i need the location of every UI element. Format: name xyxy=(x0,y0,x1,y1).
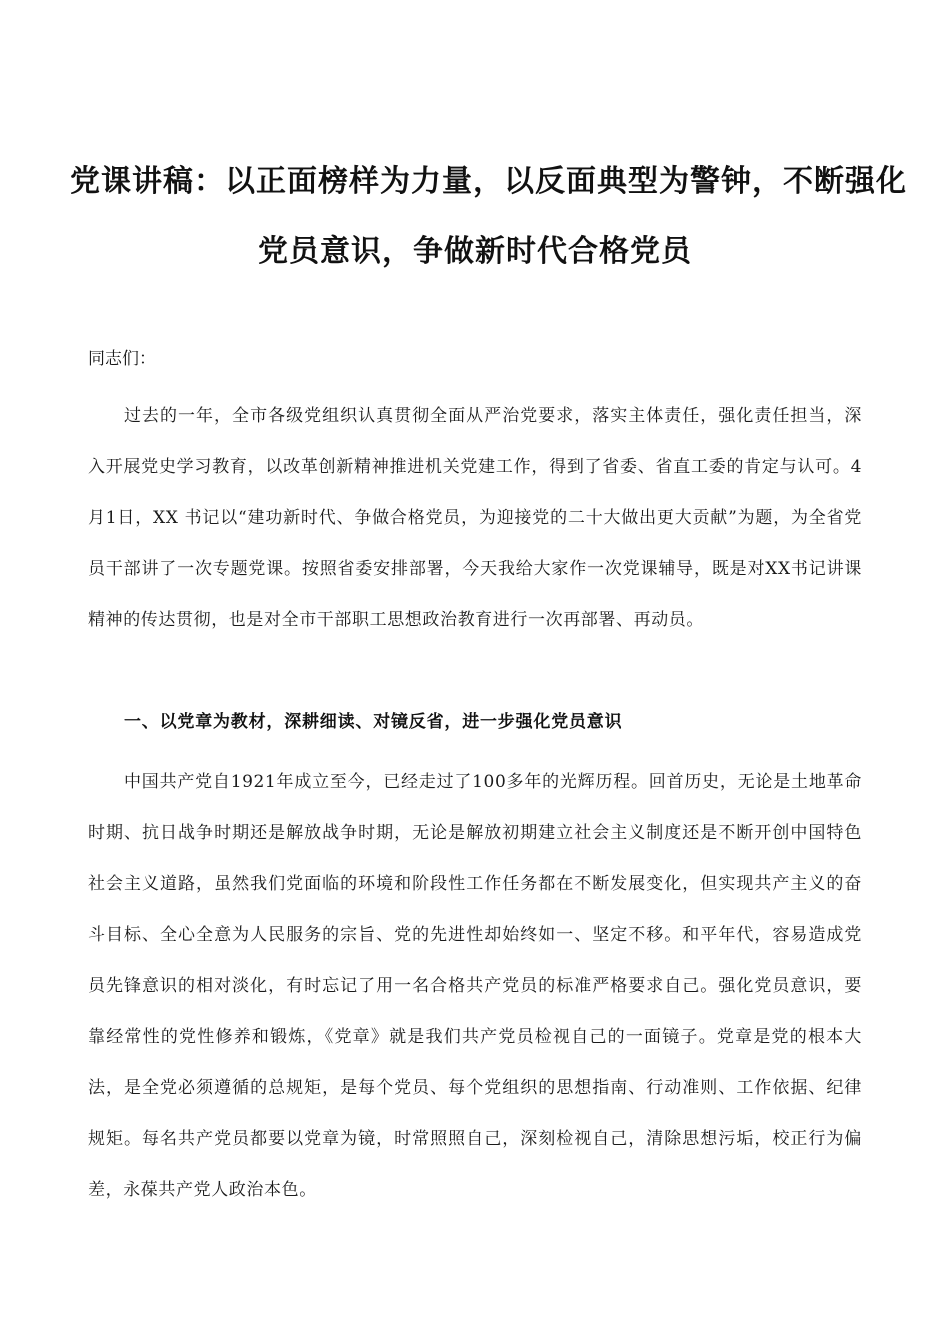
greeting: 同志们： xyxy=(88,349,156,369)
paragraph-intro: 过去的一年，全市各级党组织认真贯彻全面从严治党要求，落实主体责任，强化责任担当，深入开展党史学习教育，以改革创新精神推进机关党建工作，得到了省委、省直工委的肯定与认可。4月1日，XX 书记以“建功新时代、争做合格党员，为迎接党的二十大做出更大贡献”为题，为全省党员干部讲了一次专题党课。按照省委安排部署，今天我给大家作一次党课辅导，既是对XX书记讲课精神的传达贯彻，也是对全市干部职工思想政治教育进行一次再部署、再动员。 xyxy=(88,406,862,630)
document-title-line-2: 党员意识，争做新时代合格党员 xyxy=(258,234,692,269)
section-heading-1: 一、以党章为教材，深耕细读、对镜反省，进一步强化党员意识 xyxy=(124,712,623,732)
document-title-line-1: 党课讲稿：以正面榜样为力量，以反面典型为警钟，不断强化 xyxy=(70,164,907,199)
paragraph-section-1: 中国共产党自1921年成立至今，已经走过了100多年的光辉历程。回首历史，无论是土地革命时期、抗日战争时期还是解放战争时期，无论是解放初期建立社会主义制度还是不断开创中国特色社会主义道路，虽然我们党面临的环境和阶段性工作任务都在不断发展变化，但实现共产主义的奋斗目标、全心全意为人民服务的宗旨、党的先进性却始终如一、坚定不移。和平年代，容易造成党员先锋意识的相对淡化，有时忘记了用一名合格共产党员的标准严格要求自己。强化党员意识，要靠经常性的党性修养和锻炼，《党章》就是我们共产党员检视自己的一面镜子。党章是党的根本大法，是全党必须遵循的总规矩，是每个党员、每个党组织的思想指南、行动准则、工作依据、纪律规矩。每名共产党员都要以党章为镜，时常照照自己，深刻检视自己，清除思想污垢，校正行为偏差，永葆共产党人政治本色。 xyxy=(88,772,862,1200)
